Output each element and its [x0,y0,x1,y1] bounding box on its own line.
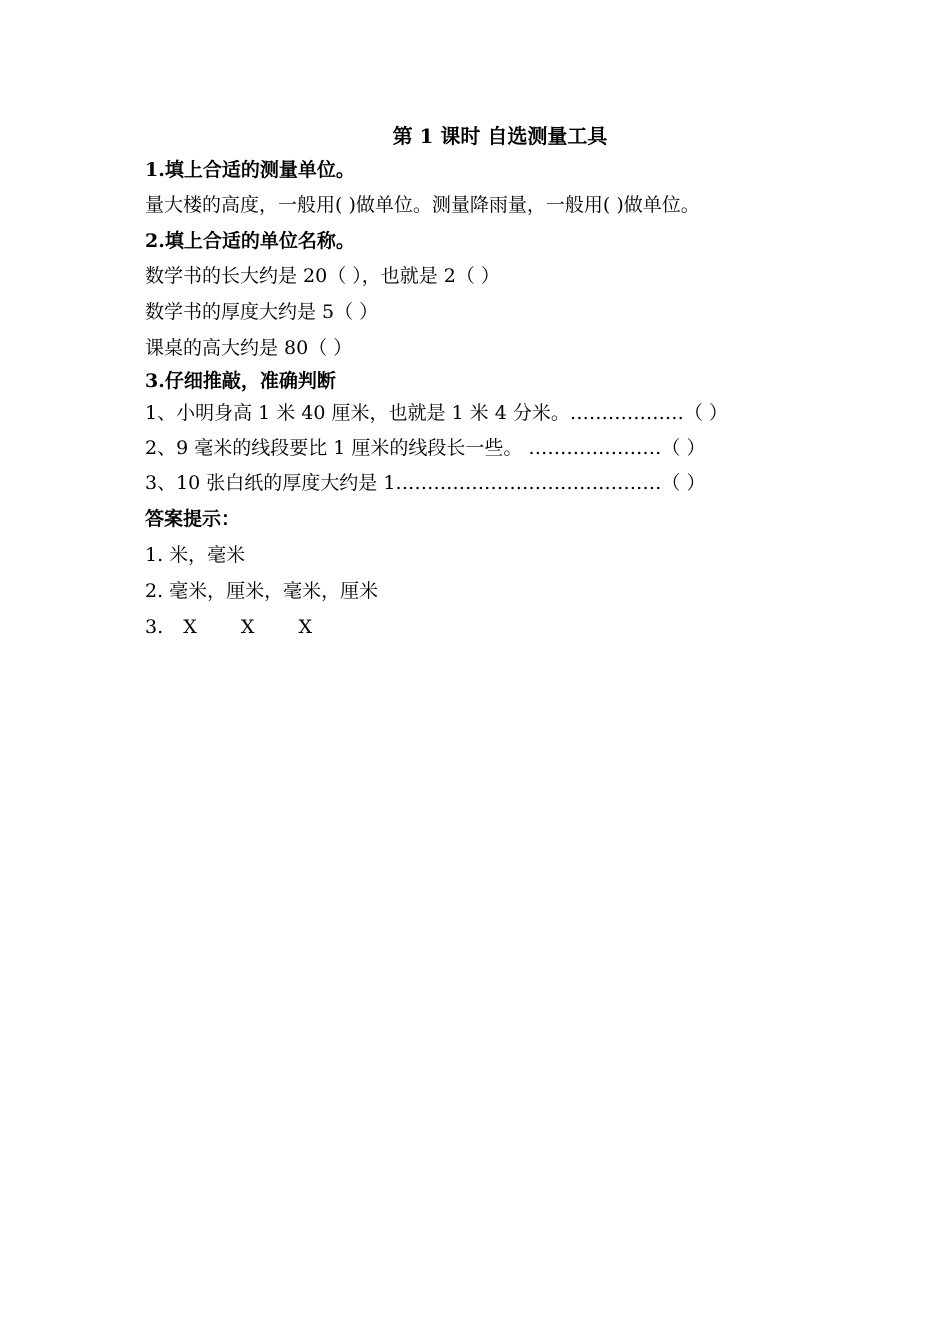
section-2-line-2: 数学书的厚度大约是 5（ ） [145,301,379,323]
answer-mark: X [298,616,313,638]
section-1 [145,154,835,224]
section-3-heading: 3.仔细推敲，准确判断 [145,370,336,392]
section-2-heading: 2.填上合适的单位名称。 [145,230,355,252]
section-3-line-3: 3、10 张白纸的厚度大约是 1……………………………………（ ） [145,472,706,494]
section-2-line-3: 课桌的高大约是 80（ ） [145,337,353,359]
page-title: 第 1 课时 自选测量工具 [392,124,608,148]
section-2 [145,224,835,366]
answer-line-1: 1. 米，毫米 [145,544,246,566]
section-3 [145,366,835,501]
section-2-line-1: 数学书的长大约是 20（ ），也就是 2（ ） [145,265,500,287]
answers-heading: 答案提示： [145,508,241,530]
answer-line-2: 2. 毫米，厘米，毫米，厘米 [145,580,379,602]
document-page [145,118,835,645]
section-1-text: 量大楼的高度，一般用( )做单位。测量降雨量，一般用( )做单位。 [145,194,700,216]
answers-section [145,501,835,645]
section-3-line-2: 2、9 毫米的线段要比 1 厘米的线段长一些。 …………………（ ） [145,437,706,459]
section-3-line-1: 1、小明身高 1 米 40 厘米，也就是 1 米 4 分米。………………（ ） [145,402,728,424]
section-1-heading: 1.填上合适的测量单位。 [145,159,355,181]
answer-mark: X [183,616,197,638]
answer-mark: X [240,616,255,638]
answer-line-3 [145,609,835,645]
answer-line-3-prefix: 3. [145,616,164,638]
